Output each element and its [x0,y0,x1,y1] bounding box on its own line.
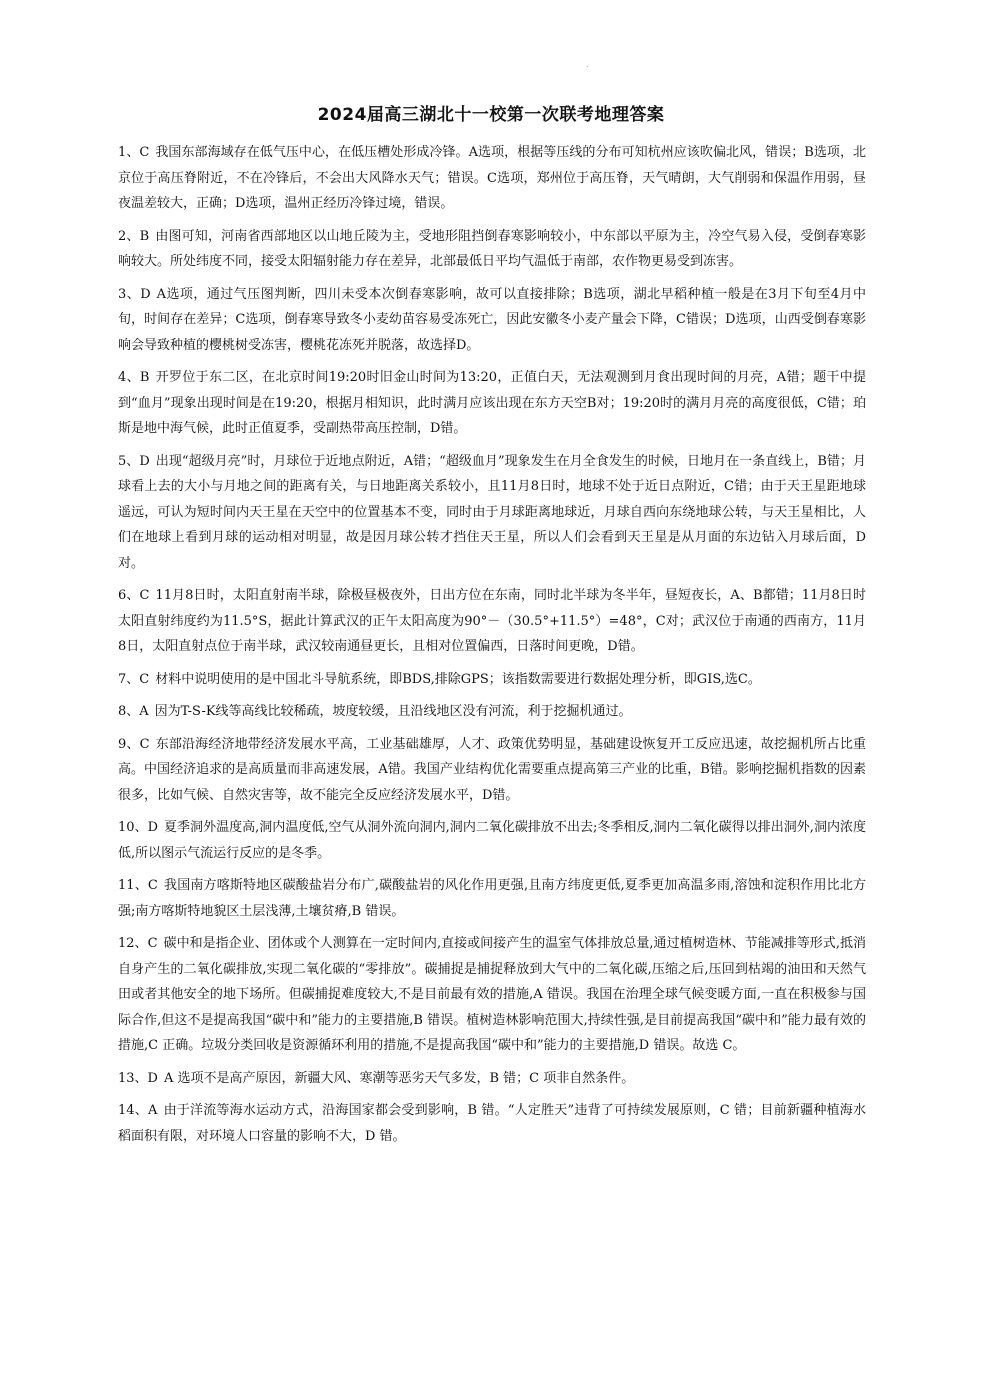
answer-text: 因为T-S-K线等高线比较稀疏，坡度较缓，且沿线地区没有河流，利于挖掘机通过。 [154,704,632,719]
answer-number: 7、C [118,671,150,687]
page-title: 2024届高三湖北十一校第一次联考地理答案 [317,105,665,125]
answer-number: 10、D [118,820,158,835]
answer-item-2 [118,224,866,275]
answer-item-11 [118,873,866,924]
answer-number: 14、A [118,1103,158,1118]
answer-number: 3、D [118,286,151,302]
answer-number: 9、C [118,736,150,752]
answer-item-4 [118,365,866,442]
answer-text: 夏季洞外温度高,洞内温度低,空气从洞外流向洞内,洞内二氧化碳排放不出去;冬季相反,洞内二氧化碳得以排出洞外,洞内浓度低,所以图示气流运行反应的是冬季。 [118,820,866,861]
answer-item-3 [118,282,866,359]
answer-number: 2、B [118,228,150,244]
answer-text: A选项，通过气压图判断，四川未受本次倒春寒影响，故可以直接排除；B选项，湖北早稻种植一般是在3月下旬至4月中旬，时间存在差异；C选项，倒春寒导致冬小麦幼苗容易受冻死亡，因此安徽冬小麦产量会下降，C错误；D选项，山西受倒春寒影响会导致种植的樱桃树受冻害，樱桃花冻死并脱落，故选择D。 [118,286,867,353]
answer-text: 由于洋流等海水运动方式，沿海国家都会受到影响，B 错。“人定胜天”违背了可持续发展原则，C 错；目前新疆种植海水稻面积有限，对环境人口容量的影响不大，D 错。 [118,1103,866,1144]
answer-number: 8、A [118,704,149,719]
answer-text: 由图可知，河南省西部地区以山地丘陵为主，受地形阻挡倒春寒影响较小，中东部以平原为主，冷空气易入侵，受倒春寒影响较大。所处纬度不同，接受太阳辐射能力存在差异，北部最低日平均气温低于南部，农作物更易受到冻害。 [118,228,866,269]
answer-number: 5、D [118,453,150,469]
answer-item-1 [118,140,866,217]
page-mark: . [586,60,589,69]
answer-text: 开罗位于东二区，在北京时间19:20时旧金山时间为13:20，正值白天，无法观测到月食出现时间的月亮，A错；题干中提到“血月”现象出现时间是在19:20，根据月相知识，此时满月应该出现在东方天空B对；19:20时的满月月亮的高度很低，C错；珀斯是地中海气候，此时正值夏季，受副热带高压控制，D错。 [118,370,866,436]
answer-item-8 [118,699,866,725]
answer-number: 4、B [118,370,150,385]
answer-item-9 [118,732,866,809]
answer-item-6 [118,583,866,660]
answer-item-13 [118,1066,866,1092]
answer-number: 12、C [118,936,158,951]
answer-text: 碳中和是指企业、团体或个人测算在一定时间内,直接或间接产生的温室气体排放总量,通过植树造林、节能减排等形式,抵消自身产生的二氧化碳排放,实现二氧化碳的“零排放”。碳捕捉是捕捉释放到大气中的二氧化碳,压缩之后,压回到枯竭的油田和天然气田或者其他安全的地下场所。但碳捕捉难度较大,不是目前最有效的措施,A 错误。我国在治理全球气候变暖方面,一直在积极参与国际合作,但这不是提高我国“碳中和”能力的主要措施,B 错误。植树造林影响范围大,持续性强,是目前提高我国“碳中和”能力最有效的措施,C 正确。垃圾分类回收是资源循环利用的措施,不是提高我国“碳中和”能力的主要措施,D 错误。故选 C。 [118,936,866,1053]
answer-text: 我国南方喀斯特地区碳酸盐岩分布广,碳酸盐岩的风化作用更强,且南方纬度更低,夏季更加高温多雨,溶蚀和淀积作用比北方强;南方喀斯特地貌区土层浅薄,土壤贫瘠,B 错误。 [118,878,866,919]
answer-text: 东部沿海经济地带经济发展水平高，工业基础雄厚，人才、政策优势明显，基础建设恢复开工反应迅速，故挖掘机所占比重高。中国经济追求的是高质量而非高速发展，A错。我国产业结构优化需要重点提高第三产业的比重，B错。影响挖掘机指数的因素很多，比如气候、自然灾害等，故不能完全反应经济发展水平，D错。 [118,736,866,803]
answer-list [118,140,866,1156]
answer-text: 我国东部海域存在低气压中心，在低压槽处形成冷锋。A选项，根据等压线的分布可知杭州应该吹偏北风，错误；B选项，北京位于高压脊附近，不在冷锋后，不会出大风降水天气；错误。C选项，郑州位于高压脊，天气晴朗，大气削弱和保温作用弱，昼夜温差较大，正确；D选项，温州正经历冷锋过境，错误。 [118,145,866,211]
answer-number: 1、C [118,145,150,160]
answer-item-7 [118,667,866,693]
answer-item-14 [118,1098,866,1149]
answer-text: A 选项不是高产原因，新疆大风、寒潮等恶劣天气多发，B 错；C 项非自然条件。 [163,1070,635,1086]
answer-number: 11、C [118,878,158,893]
answer-text: 11月8日时，太阳直射南半球，除极昼极夜外，日出方位在东南，同时北半球为冬半年，昼短夜长，A、B都错；11月8日时太阳直射纬度约为11.5°S，据此计算武汉的正午太阳高度为90°－（30.5°+11.5°）=48°，C对；武汉位于南通的西南方，11月8日，太阳直射点位于南半球，武汉较南通昼更长，且相对位置偏西，日落时间更晚，D错。 [118,588,867,654]
answer-number: 6、C [118,588,150,603]
answer-number: 13、D [118,1070,158,1086]
answer-text: 出现“超级月亮”时，月球位于近地点附近，A错；“超级血月”现象发生在月全食发生的时候，日地月在一条直线上，B错；月球看上去的大小与月地之间的距离有关，与日地距离关系较小，且11月8日时，地球不处于近日点附近，C错；由于天王星距地球遥远，可认为短时间内天王星在天空中的位置基本不变，同时由于月球距离地球近，月球自西向东绕地球公转，与天王星相比，人们在地球上看到月球的运动相对明显，故是因月球公转才挡住天王星，所以人们会看到天王星是从月面的东边钻入月球后面，D对。 [118,453,866,571]
answer-item-10 [118,815,866,866]
answer-item-5 [118,449,866,577]
answer-item-12 [118,931,866,1059]
answer-text: 材料中说明使用的是中国北斗导航系统，即BDS,排除GPS；该指数需要进行数据处理分析，即GIS,选C。 [155,671,761,687]
